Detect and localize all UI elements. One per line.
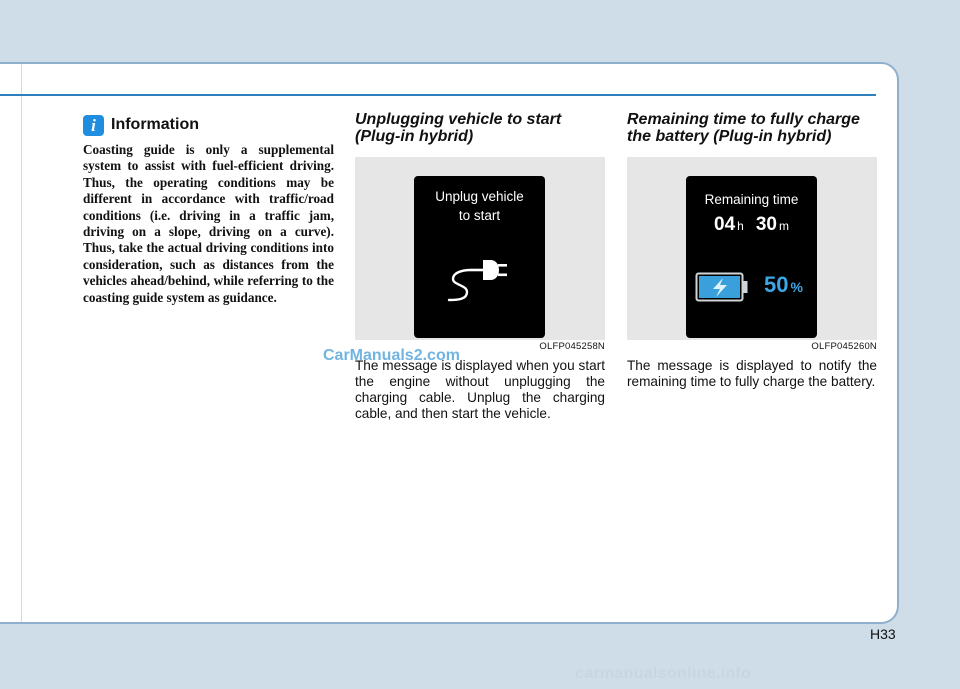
charging-battery-icon: [695, 272, 749, 302]
information-title: Information: [111, 116, 199, 133]
unplug-description: The message is displayed when you start the engine without unplugging the charging cable. Unplug the charging cable, and then start the vehicle.: [355, 358, 605, 421]
watermark: CarManuals2.com: [323, 347, 460, 364]
minutes-unit: m: [778, 219, 789, 233]
remaining-time-title: Remaining time: [704, 192, 799, 207]
unplug-section-title: Unplugging vehicle to start (Plug-in hybrid): [355, 111, 562, 145]
unplug-display-screen: [414, 176, 545, 338]
info-icon: i: [83, 115, 104, 136]
header-rule: [0, 94, 876, 96]
information-text: Coasting guide is only a supplemental system to assist with fuel-efficient driving. Thus, the operating conditions may be different in accordance with traffic/road conditions (i.e. driving in a traffic jam, driving on a slope, driving on a curve). Thus, take the actual driving conditions into consideration, such as distances from the vehicles ahead/behind, while referring to the coasting guide system as guidance.: [83, 142, 334, 305]
page-number: H33: [870, 626, 896, 642]
unplug-figure: [355, 157, 605, 340]
footer-watermark: carmanualsonline.info: [575, 665, 752, 682]
percent-value: 50: [764, 272, 789, 297]
unplug-figure-code: OLFP045258N: [539, 341, 605, 352]
remaining-section-title: Remaining time to fully charge the battery (Plug-in hybrid): [627, 111, 860, 145]
battery-percent: [764, 272, 803, 298]
remaining-figure-code: OLFP045260N: [811, 341, 877, 352]
hours-unit: h: [737, 219, 744, 233]
information-heading: [83, 113, 199, 137]
margin-rule: [21, 64, 22, 622]
remaining-description: The message is displayed to notify the remaining time to fully charge the battery.: [627, 358, 877, 389]
minutes-value: 30: [755, 214, 777, 235]
remaining-figure: [627, 157, 877, 340]
unplug-message-line1: Unplug vehicle: [435, 189, 524, 204]
percent-unit: %: [790, 279, 803, 295]
unplug-message-line2: to start: [458, 208, 501, 223]
hours-value: 04: [714, 214, 736, 235]
charging-plug-icon: [447, 258, 509, 304]
remaining-display-screen: [686, 176, 817, 338]
remaining-time-value: [686, 214, 817, 236]
